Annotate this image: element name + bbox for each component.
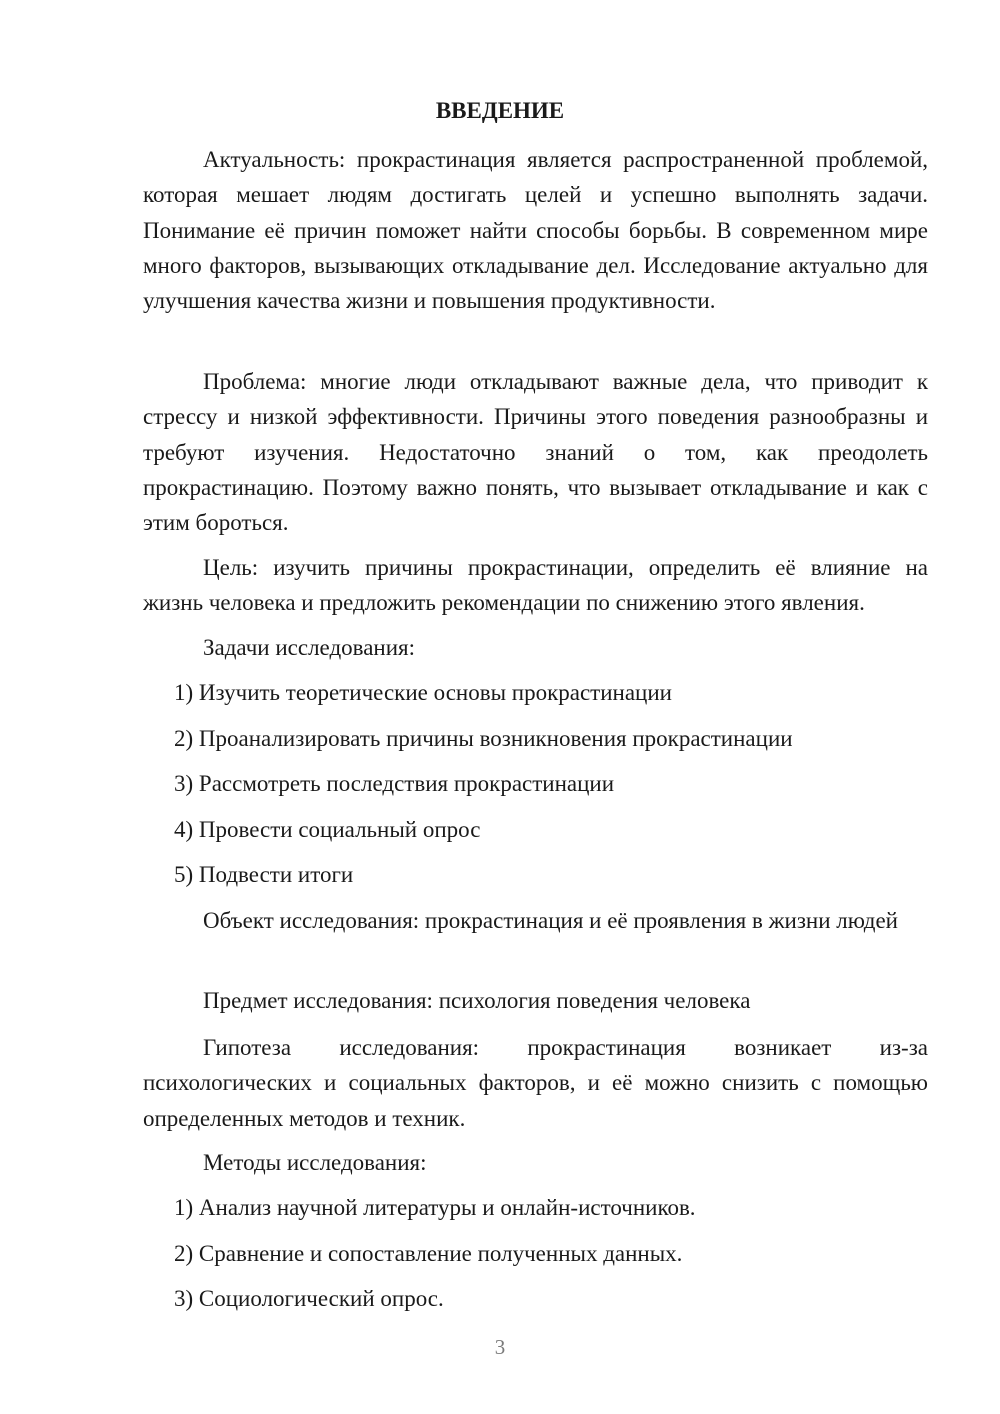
page-number: 3 (494, 1335, 506, 1359)
hypothesis-paragraph: Гипотеза исследования: прокрастинация возникает из-за психологических и социальных факторов, и её можно снизить с помощью определенных методов и техник. (143, 1035, 928, 1131)
tasks-heading: Задачи исследования: (203, 635, 416, 660)
task-item: 2) Проанализировать причины возникновения прокрастинации (174, 726, 793, 751)
goal-paragraph: Цель: изучить причины прокрастинации, определить её влияние на жизнь человека и предложить рекомендации по снижению этого явления. (143, 555, 928, 616)
method-item: 2) Сравнение и сопоставление полученных данных. (174, 1241, 683, 1266)
page-title: ВВЕДЕНИЕ (435, 98, 565, 123)
task-item: 1) Изучить теоретические основы прокрастинации (174, 680, 672, 705)
method-item: 1) Анализ научной литературы и онлайн-источников. (174, 1195, 696, 1220)
relevance-paragraph: Актуальность: прокрастинация является распространенной проблемой, которая мешает людям достигать целей и успешно выполнять задачи. Понимание её причин поможет найти способы борьбы. В современном мире много факторов, вызывающих откладывание дел. Исследование актуально для улучшения качества жизни и повышения продуктивности. (143, 147, 928, 314)
task-item: 4) Провести социальный опрос (174, 817, 481, 842)
task-item: 5) Подвести итоги (174, 862, 354, 887)
object-paragraph: Объект исследования: прокрастинация и её проявления в жизни людей (203, 908, 898, 933)
method-item: 3) Социологический опрос. (174, 1286, 444, 1311)
problem-paragraph: Проблема: многие люди откладывают важные дела, что приводит к стрессу и низкой эффективности. Причины этого поведения разнообразны и требуют изучения. Недостаточно знаний о том, как преодолеть прокрастинацию. Поэтому важно понять, что вызывает откладывание и как с этим бороться. (143, 369, 928, 536)
methods-heading: Методы исследования: (203, 1150, 427, 1175)
task-item: 3) Рассмотреть последствия прокрастинации (174, 771, 615, 796)
subject-line: Предмет исследования: психология поведения человека (203, 988, 751, 1013)
